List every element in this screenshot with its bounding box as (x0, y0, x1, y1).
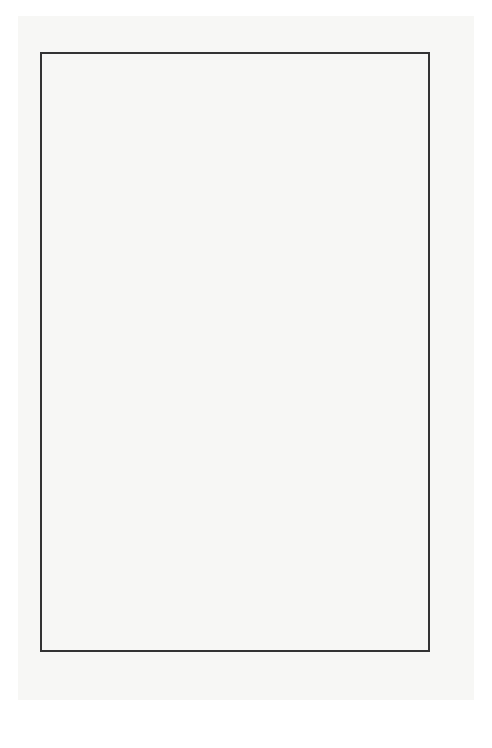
page-border-top (40, 52, 428, 54)
page-border-bottom (40, 650, 430, 652)
book-page (18, 16, 474, 700)
page-border-left (40, 52, 42, 652)
page-border-right (428, 52, 430, 652)
